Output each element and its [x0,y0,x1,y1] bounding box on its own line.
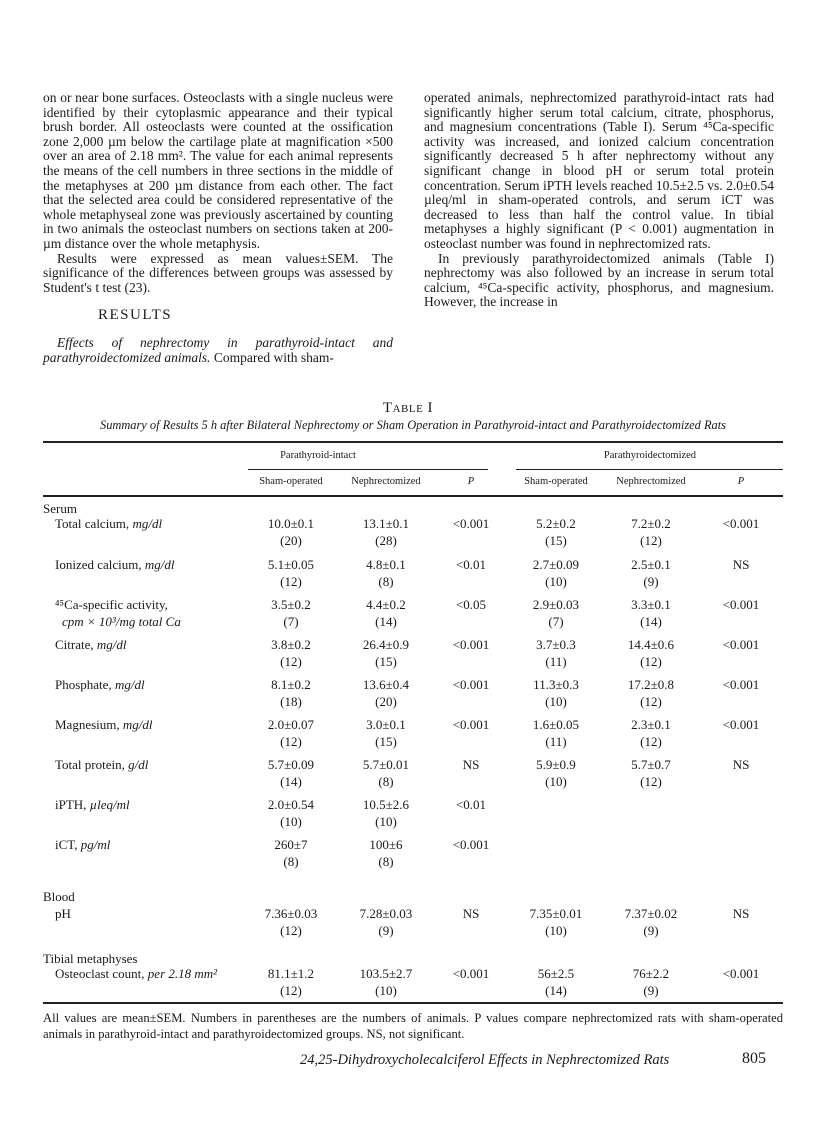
row-unit: pg/ml [80,837,111,852]
group-header: Parathyroid-intact [280,450,356,461]
subsection-heading: Effects of nephrectomy in parathyroid-intact and parathyroidectomized animals. [43,335,393,365]
row-unit: mg/dl [122,717,153,732]
table-cell-value: <0.001 [722,637,760,652]
row-label-text: Ionized calcium, [55,557,145,572]
table-cell-n: (8) [378,854,394,869]
table-cell-value: <0.001 [452,837,490,852]
table-cell-value: 7.2±0.2 [631,516,671,531]
table-cell-value: 3.5±0.2 [271,597,311,612]
table-cell-n: (12) [280,654,302,669]
table-cell-n: (10) [545,694,567,709]
results-paragraph [43,336,393,365]
table-cell-value: 56±2.5 [537,966,575,981]
results-paragraph-1: operated animals, nephrectomized parathyroid-intact rats had significantly higher serum total calcium, citrate, phosphorus, and magnesium concentrations (Table I). Serum ⁴⁵Ca-specific activity was increased, and ionized calcium concentration significantly decreased 5 h after nephrectomy without any significant change in blood pH or serum total protein concentration. Serum iPTH levels reached 10.5±2.5 vs. 2.0±0.54 µleq/ml in sham-operated controls, and serum iCT was decreased to less than half the control value. In tibial metaphyses a highly significant (P < 0.001) augmentation in osteoclast number was found in nephrectomized rats. [424,90,774,251]
table-cell-value: 3.0±0.1 [366,717,406,732]
page-number: 805 [742,1050,766,1067]
table-cell-n: (18) [280,694,302,709]
column-header: P [737,476,745,487]
table-cell-value: 5.9±0.9 [536,757,576,772]
row-unit: µleq/ml [89,797,130,812]
table-cell-value: 100±6 [369,837,403,852]
row-label [55,556,175,573]
row-label-text: Magnesium, [55,717,123,732]
table-cell-n: (15) [375,734,397,749]
table-cell-n: (10) [375,814,397,829]
table-cell-value: 5.7±0.09 [267,757,315,772]
running-title: 24,25-Dihydroxycholecalciferol Effects in Nephrectomized Rats [300,1052,670,1068]
table-cell-n: (12) [640,654,662,669]
table-cell-value: 11.3±0.3 [533,677,579,692]
column-header: Nephrectomized [351,476,421,487]
column-header: Sham-operated [524,476,588,487]
table-cell-value: 2.9±0.03 [532,597,580,612]
row-label [55,676,145,693]
table-cell-value: 5.2±0.2 [536,516,576,531]
table-cell-n: (12) [280,923,302,938]
table-cell-value: <0.01 [455,797,487,812]
table-cell-value: 7.28±0.03 [359,906,413,921]
subsection-text: Compared with sham- [210,349,334,365]
row-unit: mg/dl [114,677,145,692]
table-cell-n: (20) [375,694,397,709]
table-cell-value: 17.2±0.8 [627,677,675,692]
table-cell-value: <0.001 [452,677,490,692]
table-cell-n: (10) [375,983,397,998]
row-label [55,756,148,773]
table-cell-value: NS [462,906,480,921]
table-bottom-rule [43,1002,783,1004]
table-cell-value: <0.001 [722,966,760,981]
table-cell-value: 7.37±0.02 [624,906,678,921]
row-label [55,515,162,532]
table-cell-value: <0.001 [452,516,490,531]
table-cell-value: 81.1±1.2 [267,966,315,981]
table-cell-value: 2.7±0.09 [532,557,580,572]
table-cell-value: <0.001 [722,717,760,732]
table-cell-value: 4.4±0.2 [366,597,406,612]
table-cell-n: (10) [545,774,567,789]
table-cell-value: 4.8±0.1 [366,557,406,572]
table-cell-n: (12) [280,734,302,749]
table-cell-n: (9) [643,574,659,589]
table-cell-value: <0.001 [452,966,490,981]
header-bottom-rule [43,495,783,497]
table-cell-value: NS [732,557,750,572]
table-cell-n: (11) [545,654,567,669]
table-cell-n: (7) [548,614,564,629]
table-cell-value: 2.0±0.54 [267,797,315,812]
section-label: Blood [43,889,75,904]
table-cell-n: (12) [640,734,662,749]
row-unit: mg/dl [96,637,127,652]
table-cell-value: 7.35±0.01 [529,906,583,921]
table-cell-value: 10.5±2.6 [362,797,410,812]
table-cell-n: (14) [280,774,302,789]
table-cell-n: (8) [283,854,299,869]
table-cell-value: 13.6±0.4 [362,677,410,692]
table-cell-value: <0.01 [455,557,487,572]
section-label: Serum [43,501,77,516]
column-header: P [467,476,475,487]
right-text-column [424,91,774,310]
row-label [55,636,127,653]
table-cell-n: (10) [280,814,302,829]
table-cell-value: 2.3±0.1 [631,717,671,732]
row-label [55,796,130,813]
table-cell-n: (15) [545,533,567,548]
row-label-text: Total calcium, [55,516,133,531]
methods-paragraph: on or near bone surfaces. Osteoclasts with a single nucleus were identified by their cytoplasmic appearance and their typical brush border. All osteoclasts were counted at the ossification zone 2,000 µm below the cartilage plate at magnification ×500 over an area of 2.18 mm². The value for each animal represents the means of the cell numbers in three sections in the middle of the metaphyses at 200 µm distance from each other. The fact that the selected area could be considered representative of the whole metaphyseal zone was previously ascertained by counting in two animals the osteoclast numbers on sections taken at 200-µm distance over the whole metaphysis. [43,90,393,251]
row-label [55,596,168,613]
table-cell-n: (14) [375,614,397,629]
table-footnote: All values are mean±SEM. Numbers in parentheses are the numbers of animals. P values compare nephrectomized rats with sham-operated animals in parathyroid-intact and parathyroidectomized groups. NS, not significant. [43,1011,783,1041]
row-label-text: Osteoclast count, [55,966,148,981]
table-cell-value: 3.7±0.3 [536,637,576,652]
row-unit: mg/dl [132,516,163,531]
table-cell-n: (14) [640,614,662,629]
table-cell-value: NS [462,757,480,772]
table-cell-value: <0.001 [722,597,760,612]
table-cell-value: 2.0±0.07 [267,717,315,732]
table-cell-value: <0.001 [722,516,760,531]
row-label [55,965,217,982]
table-cell-n: (28) [375,533,397,548]
results-heading: RESULTS [98,307,173,324]
table-cell-value: <0.001 [722,677,760,692]
row-unit: per 2.18 mm² [147,966,218,981]
table-cell-n: (11) [545,734,567,749]
row-label-text: Citrate, [55,637,97,652]
row-label-text: pH [55,906,71,921]
table-cell-n: (20) [280,533,302,548]
table-cell-value: 13.1±0.1 [362,516,410,531]
row-label-text: Total protein, [55,757,129,772]
table-cell-n: (7) [283,614,299,629]
row-label [55,836,110,853]
table-cell-n: (12) [640,774,662,789]
table-cell-value: 76±2.2 [632,966,670,981]
table-subtitle: Summary of Results 5 h after Bilateral Nephrectomy or Sham Operation in Parathyroid-intact and Parathyroidectomized Rats [100,418,726,432]
table-cell-value: 1.6±0.05 [532,717,580,732]
table-cell-n: (12) [280,574,302,589]
table-cell-value: 3.3±0.1 [631,597,671,612]
table-title: Table I [382,400,434,416]
row-label [55,905,71,922]
left-text-column [43,91,393,366]
table-cell-value: 5.1±0.05 [267,557,315,572]
table-cell-value: 103.5±2.7 [359,966,413,981]
table-top-rule [43,441,783,443]
column-header: Sham-operated [259,476,323,487]
row-unit: cpm × 10³/mg total Ca [62,614,181,629]
table-cell-n: (8) [378,774,394,789]
table-cell-value: <0.001 [452,637,490,652]
table-cell-n: (10) [545,574,567,589]
table-cell-value: 10.0±0.1 [267,516,315,531]
group-rule-ptx [516,469,783,470]
row-unit: mg/dl [144,557,175,572]
table-cell-value: 8.1±0.2 [271,677,311,692]
table-cell-n: (15) [375,654,397,669]
table-cell-n: (12) [640,533,662,548]
table-cell-n: (9) [643,983,659,998]
table-cell-n: (9) [643,923,659,938]
row-label [55,716,153,733]
table-cell-value: <0.05 [455,597,487,612]
table-cell-value: 2.5±0.1 [631,557,671,572]
table-cell-n: (9) [378,923,394,938]
group-rule-intact [248,469,488,470]
table-cell-n: (8) [378,574,394,589]
table-cell-value: 5.7±0.01 [362,757,410,772]
table-cell-n: (12) [280,983,302,998]
table-cell-value: 3.8±0.2 [271,637,311,652]
column-header: Nephrectomized [616,476,686,487]
table-cell-n: (12) [640,694,662,709]
table-cell-value: 7.36±0.03 [264,906,318,921]
table-cell-value: 5.7±0.7 [631,757,671,772]
table-cell-n: (14) [545,983,567,998]
group-header: Parathyroidectomized [603,450,697,461]
table-cell-value: NS [732,906,750,921]
table-cell-value: 260±7 [274,837,308,852]
table-cell-value: 14.4±0.6 [627,637,675,652]
row-label-text: iPTH, [55,797,90,812]
table-cell-value: NS [732,757,750,772]
table-cell-n: (10) [545,923,567,938]
row-label-text: Phosphate, [55,677,115,692]
row-label-text: ⁴⁵Ca-specific activity, [55,597,168,612]
results-paragraph-2: In previously parathyroidectomized animals (Table I) nephrectomy was also followed by an increase in serum total calcium, ⁴⁵Ca-specific activity, phosphorus, and magnesium. However, the increase in [424,250,774,310]
row-unit: g/dl [128,757,149,772]
row-label-text: iCT, [55,837,81,852]
section-label: Tibial metaphyses [43,951,138,966]
table-cell-value: <0.001 [452,717,490,732]
table-cell-value: 26.4±0.9 [362,637,410,652]
statistics-paragraph: Results were expressed as mean values±SEM. The significance of the differences between groups was assessed by Student's t test (23). [43,250,393,295]
